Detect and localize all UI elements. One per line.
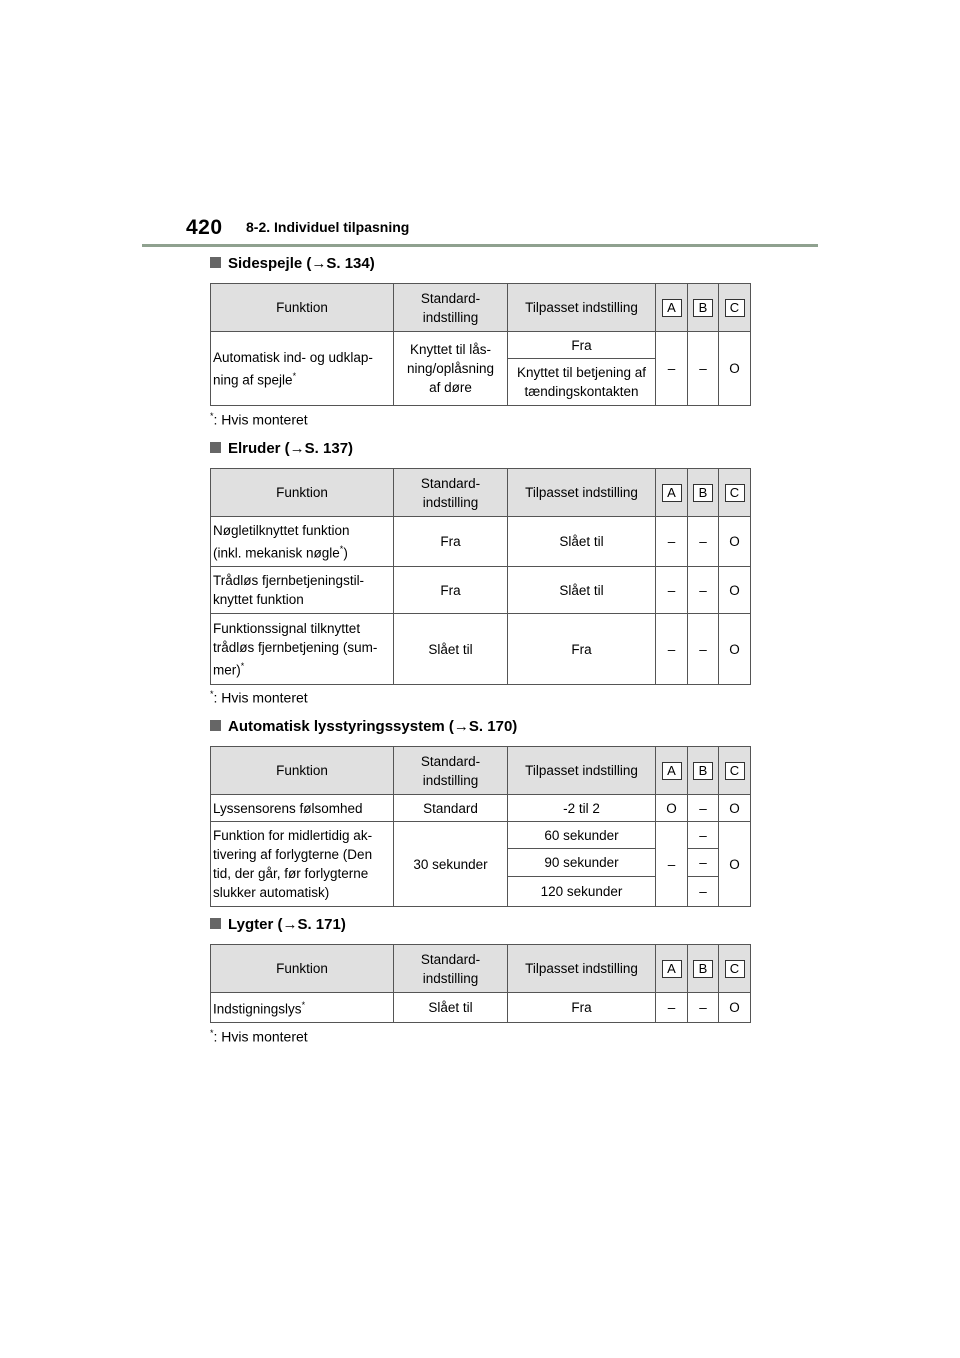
col-funktion: Funktion — [211, 284, 394, 332]
col-a: A — [656, 747, 688, 795]
col-a: A — [656, 945, 688, 993]
cell-funktion: Funktion for midlertidig ak- tivering af forlygterne (Den tid, der går, før forlygterne slukker automatisk) — [211, 822, 394, 907]
cell-option: 60 sekunder — [508, 822, 656, 849]
footnote: *: Hvis monteret — [210, 689, 308, 706]
cell-b: – — [688, 795, 719, 822]
cell-a: – — [656, 517, 688, 567]
cell-standard: Standard — [394, 795, 508, 822]
cell-standard: Fra — [394, 567, 508, 614]
table-header-row — [211, 469, 751, 517]
col-standard: Standard- indstilling — [394, 747, 508, 795]
col-funktion: Funktion — [211, 945, 394, 993]
table-elruder — [210, 468, 751, 685]
cell-a: O — [656, 795, 688, 822]
cell-option: 120 sekunder — [508, 877, 656, 907]
cell-a: – — [656, 332, 688, 406]
table-row — [211, 567, 751, 614]
col-funktion: Funktion — [211, 469, 394, 517]
cell-option: 90 sekunder — [508, 849, 656, 877]
table-lygter — [210, 944, 751, 1023]
header-rule — [142, 244, 818, 247]
cell-option: Fra — [508, 332, 656, 359]
cell-c: O — [719, 614, 751, 685]
col-b: B — [688, 945, 719, 993]
cell-tilpasset: Fra — [508, 993, 656, 1023]
col-c: C — [719, 469, 751, 517]
col-a: A — [656, 469, 688, 517]
table-header-row — [211, 945, 751, 993]
cell-funktion: Funktionssignal tilknyttet trådløs fjernbetjening (sum- mer)* — [211, 614, 394, 685]
table-header-row — [211, 747, 751, 795]
cell-c: O — [719, 567, 751, 614]
col-b: B — [688, 284, 719, 332]
col-tilpasset: Tilpasset indstilling — [508, 945, 656, 993]
cell-a: – — [656, 567, 688, 614]
cell-c: O — [719, 332, 751, 406]
square-bullet-icon — [210, 442, 221, 453]
cell-c: O — [719, 517, 751, 567]
table-lysstyring — [210, 746, 751, 907]
col-a: A — [656, 284, 688, 332]
cell-c: O — [719, 993, 751, 1023]
table-header-row — [211, 284, 751, 332]
cell-b: – — [688, 614, 719, 685]
cell-funktion: Indstigningslys* — [211, 993, 394, 1023]
cell-b: – — [688, 517, 719, 567]
page-number: 420 — [186, 216, 223, 239]
cell-a: – — [656, 614, 688, 685]
cell-b: – — [688, 849, 719, 877]
section-heading-sidespejle: Sidespejle (→S. 134) — [210, 255, 375, 272]
cell-option: Knyttet til betjening af tændingskontakten — [508, 359, 656, 406]
cell-tilpasset: Slået til — [508, 517, 656, 567]
cell-standard: Slået til — [394, 614, 508, 685]
cell-a: – — [656, 993, 688, 1023]
table-row — [211, 993, 751, 1023]
table-row — [211, 614, 751, 685]
cell-standard: Knyttet til lås- ning/oplåsning af døre — [394, 332, 508, 406]
square-bullet-icon — [210, 918, 221, 929]
cell-standard: Slået til — [394, 993, 508, 1023]
table-row — [211, 517, 751, 567]
col-tilpasset: Tilpasset indstilling — [508, 747, 656, 795]
section-heading-elruder: Elruder (→S. 137) — [210, 440, 353, 457]
section-heading-lysstyring: Automatisk lysstyringssystem (→S. 170) — [210, 718, 517, 735]
col-b: B — [688, 469, 719, 517]
cell-tilpasset: -2 til 2 — [508, 795, 656, 822]
table-sidespejle — [210, 283, 751, 406]
chapter-title: 8-2. Individuel tilpasning — [246, 219, 410, 235]
col-standard: Standard- indstilling — [394, 284, 508, 332]
col-standard: Standard- indstilling — [394, 945, 508, 993]
cell-standard: 30 sekunder — [394, 822, 508, 907]
cell-funktion: Lyssensorens følsomhed — [211, 795, 394, 822]
col-standard: Standard- indstilling — [394, 469, 508, 517]
cell-tilpasset: Slået til — [508, 567, 656, 614]
cell-tilpasset: Fra — [508, 614, 656, 685]
col-tilpasset: Tilpasset indstilling — [508, 284, 656, 332]
cell-c: O — [719, 822, 751, 907]
cell-c: O — [719, 795, 751, 822]
section-heading-lygter: Lygter (→S. 171) — [210, 916, 346, 933]
col-c: C — [719, 945, 751, 993]
col-c: C — [719, 284, 751, 332]
cell-funktion: Automatisk ind- og udklap- ning af spejle* — [211, 332, 394, 406]
footnote: *: Hvis monteret — [210, 1028, 308, 1045]
square-bullet-icon — [210, 720, 221, 731]
cell-b: – — [688, 877, 719, 907]
col-b: B — [688, 747, 719, 795]
square-bullet-icon — [210, 257, 221, 268]
cell-b: – — [688, 822, 719, 849]
col-c: C — [719, 747, 751, 795]
cell-standard: Fra — [394, 517, 508, 567]
col-tilpasset: Tilpasset indstilling — [508, 469, 656, 517]
cell-funktion: Nøgletilknyttet funktion (inkl. mekanisk nøgle*) — [211, 517, 394, 567]
cell-a: – — [656, 822, 688, 907]
footnote: *: Hvis monteret — [210, 411, 308, 428]
cell-b: – — [688, 993, 719, 1023]
table-row — [211, 332, 751, 359]
table-row — [211, 822, 751, 849]
cell-b: – — [688, 567, 719, 614]
cell-funktion: Trådløs fjernbetjeningstil- knyttet funktion — [211, 567, 394, 614]
col-funktion: Funktion — [211, 747, 394, 795]
cell-b: – — [688, 332, 719, 406]
table-row — [211, 795, 751, 822]
